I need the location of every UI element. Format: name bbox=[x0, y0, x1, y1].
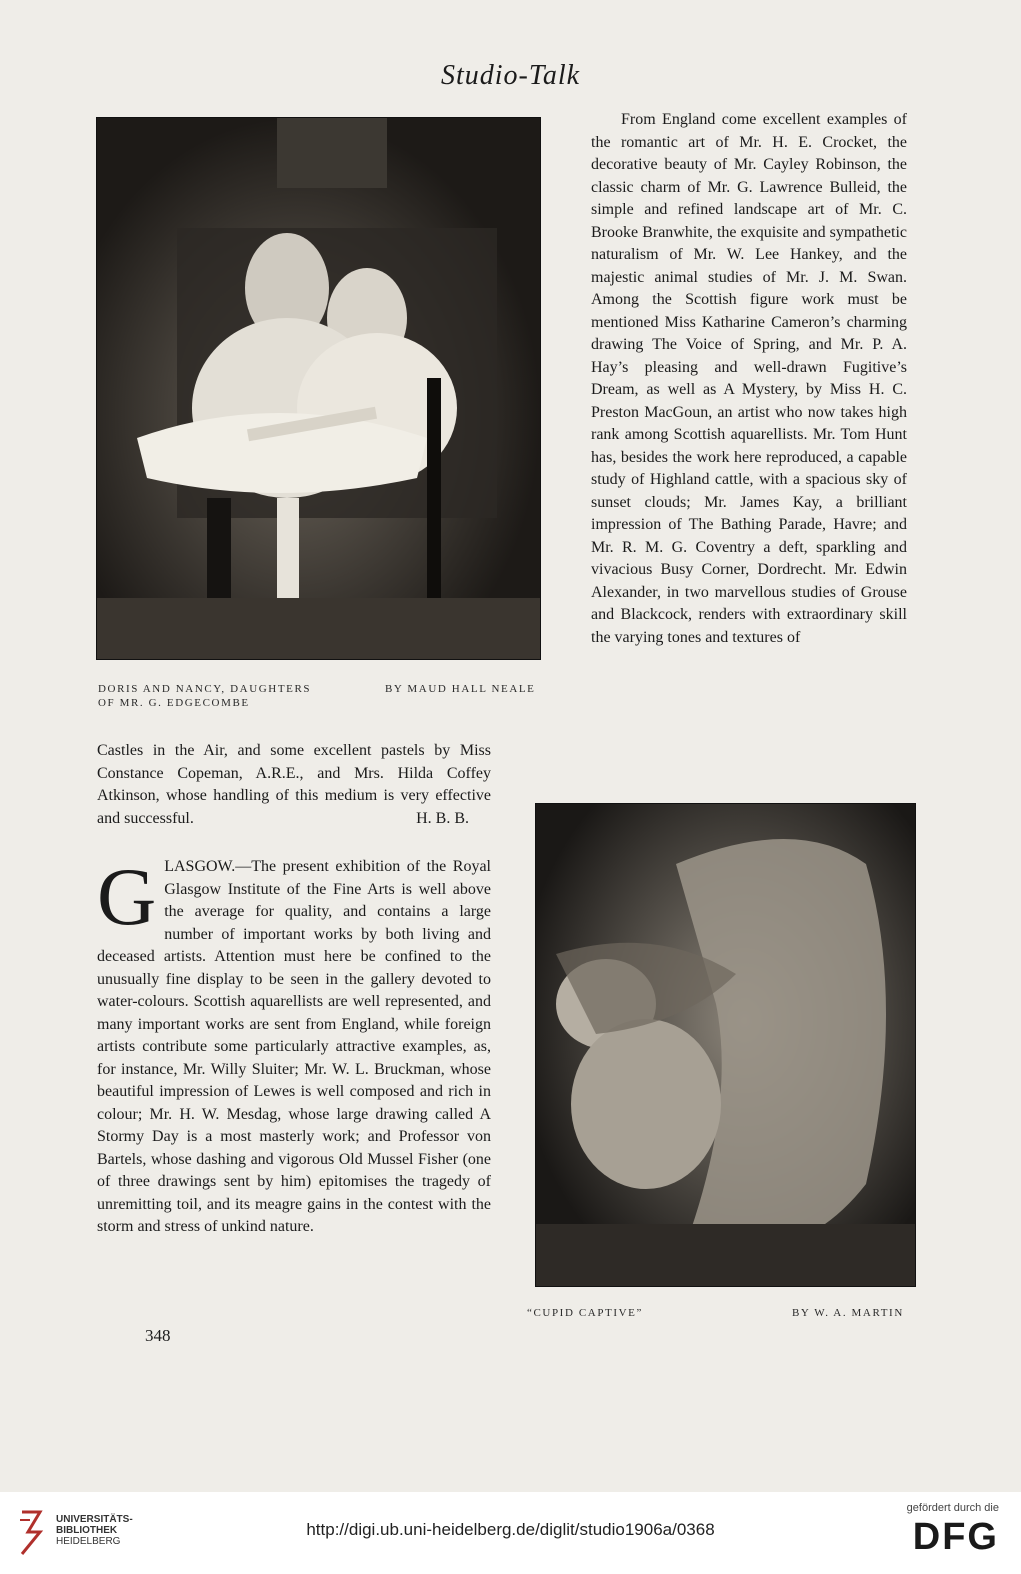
previous-article-text: Castles in the Air, and some excellent pastels by Miss Constance Copeman, A.R.E., and Mrs. Hilda Coffey Atkinson, whose handling of this medium is very effective and successful. bbox=[97, 742, 491, 827]
page-number: 348 bbox=[145, 1326, 171, 1345]
library-name-line-3: HEIDELBERG bbox=[56, 1536, 121, 1547]
library-name-line-2: BIBLIOTHEK bbox=[56, 1525, 118, 1536]
dfg-logo: DFG bbox=[912, 1516, 999, 1558]
author-signature: H. B. B. bbox=[416, 809, 469, 827]
drop-cap: G bbox=[97, 851, 157, 942]
left-column bbox=[97, 740, 491, 1239]
plate-1-caption-artist: BY MAUD HALL NEALE bbox=[385, 683, 536, 695]
previous-article-ending bbox=[97, 740, 491, 830]
running-head: Studio-Talk bbox=[440, 60, 581, 91]
portrait-illustration bbox=[97, 118, 540, 659]
right-column-paragraph: From England come excellent examples of the romantic art of Mr. H. E. Crocket, the decorative beauty of Mr. Cayley Robinson, the classic charm of Mr. G. Lawrence Bulleid, the simple and refined landscape art of Mr. C. Brooke Branwhite, the exquisite and sympathetic naturalism of Mr. W. Lee Hankey, and the majestic animal studies of Mr. J. M. Swan. Among the Scottish figure work must be mentioned Miss Katharine Cameron’s charming drawing The Voice of Spring, and Mr. P. A. Hay’s pleasing and well-drawn Fugitive’s Dream, as well as A Mystery, by Miss H. C. Preston MacGoun, an artist who now takes high rank among Scottish aquarellists. Mr. Tom Hunt has, besides the work here reproduced, a capable study of Highland cattle, with a spacious sky of sunset clouds; Mr. James Kay, a brilliant impression of The Bathing Parade, Havre; and Mr. R. M. G. Coventry a deft, sparkling and vivacious Busy Corner, Dordrecht. Mr. Edwin Alexander, in two marvellous studies of Grouse and Blackcock, renders with extraordinary skill the varying tones and textures of bbox=[591, 111, 907, 646]
cupid-captive-illustration bbox=[536, 804, 915, 1286]
digitization-footer bbox=[0, 1492, 1021, 1574]
page-url-link[interactable]: http://digi.ub.uni-heidelberg.de/diglit/studio1906a/0368 bbox=[306, 1520, 715, 1539]
plate-cupid-captive bbox=[535, 803, 916, 1287]
right-column bbox=[591, 109, 907, 649]
plate-1-caption-title-line-2: OF MR. G. EDGECOMBE bbox=[98, 697, 250, 709]
plate-2-caption-artist: BY W. A. MARTIN bbox=[792, 1307, 904, 1319]
funder-text: gefördert durch die bbox=[906, 1502, 999, 1514]
plate-1-caption-title-line-1: DORIS AND NANCY, DAUGHTERS bbox=[98, 683, 312, 695]
glasgow-report-text: LASGOW.—The present exhibition of the Royal Glasgow Institute of the Fine Arts is well above the average for quality, and contains a large number of important works by both living and deceased artists. Attention must here be confined to the unusually fine display to be seen in the gallery devoted to water-colours. Scottish aquarellists are well represented, and many important works are sent from England, while foreign artists contribute some particularly attractive examples, as, for instance, Mr. Willy Sluiter; Mr. W. L. Bruckman, whose beautiful impression of Lewes is well composed and rich in colour; Mr. H. W. Mesdag, whose large drawing called A Stormy Day is a most masterly work; and Professor von Bartels, whose dashing and vigorous Old Mussel Fisher (one of three drawings sent by him) epitomises the tragedy of unremitting toil, and its meagre gains in the contest with the storm and stress of unkind nature. bbox=[97, 858, 491, 1235]
glasgow-report bbox=[97, 851, 491, 1239]
library-name-line-1: UNIVERSITÄTS- bbox=[56, 1514, 133, 1525]
plate-portrait-doris-and-nancy bbox=[96, 117, 541, 660]
plate-2-caption-title: “CUPID CAPTIVE” bbox=[527, 1307, 643, 1319]
